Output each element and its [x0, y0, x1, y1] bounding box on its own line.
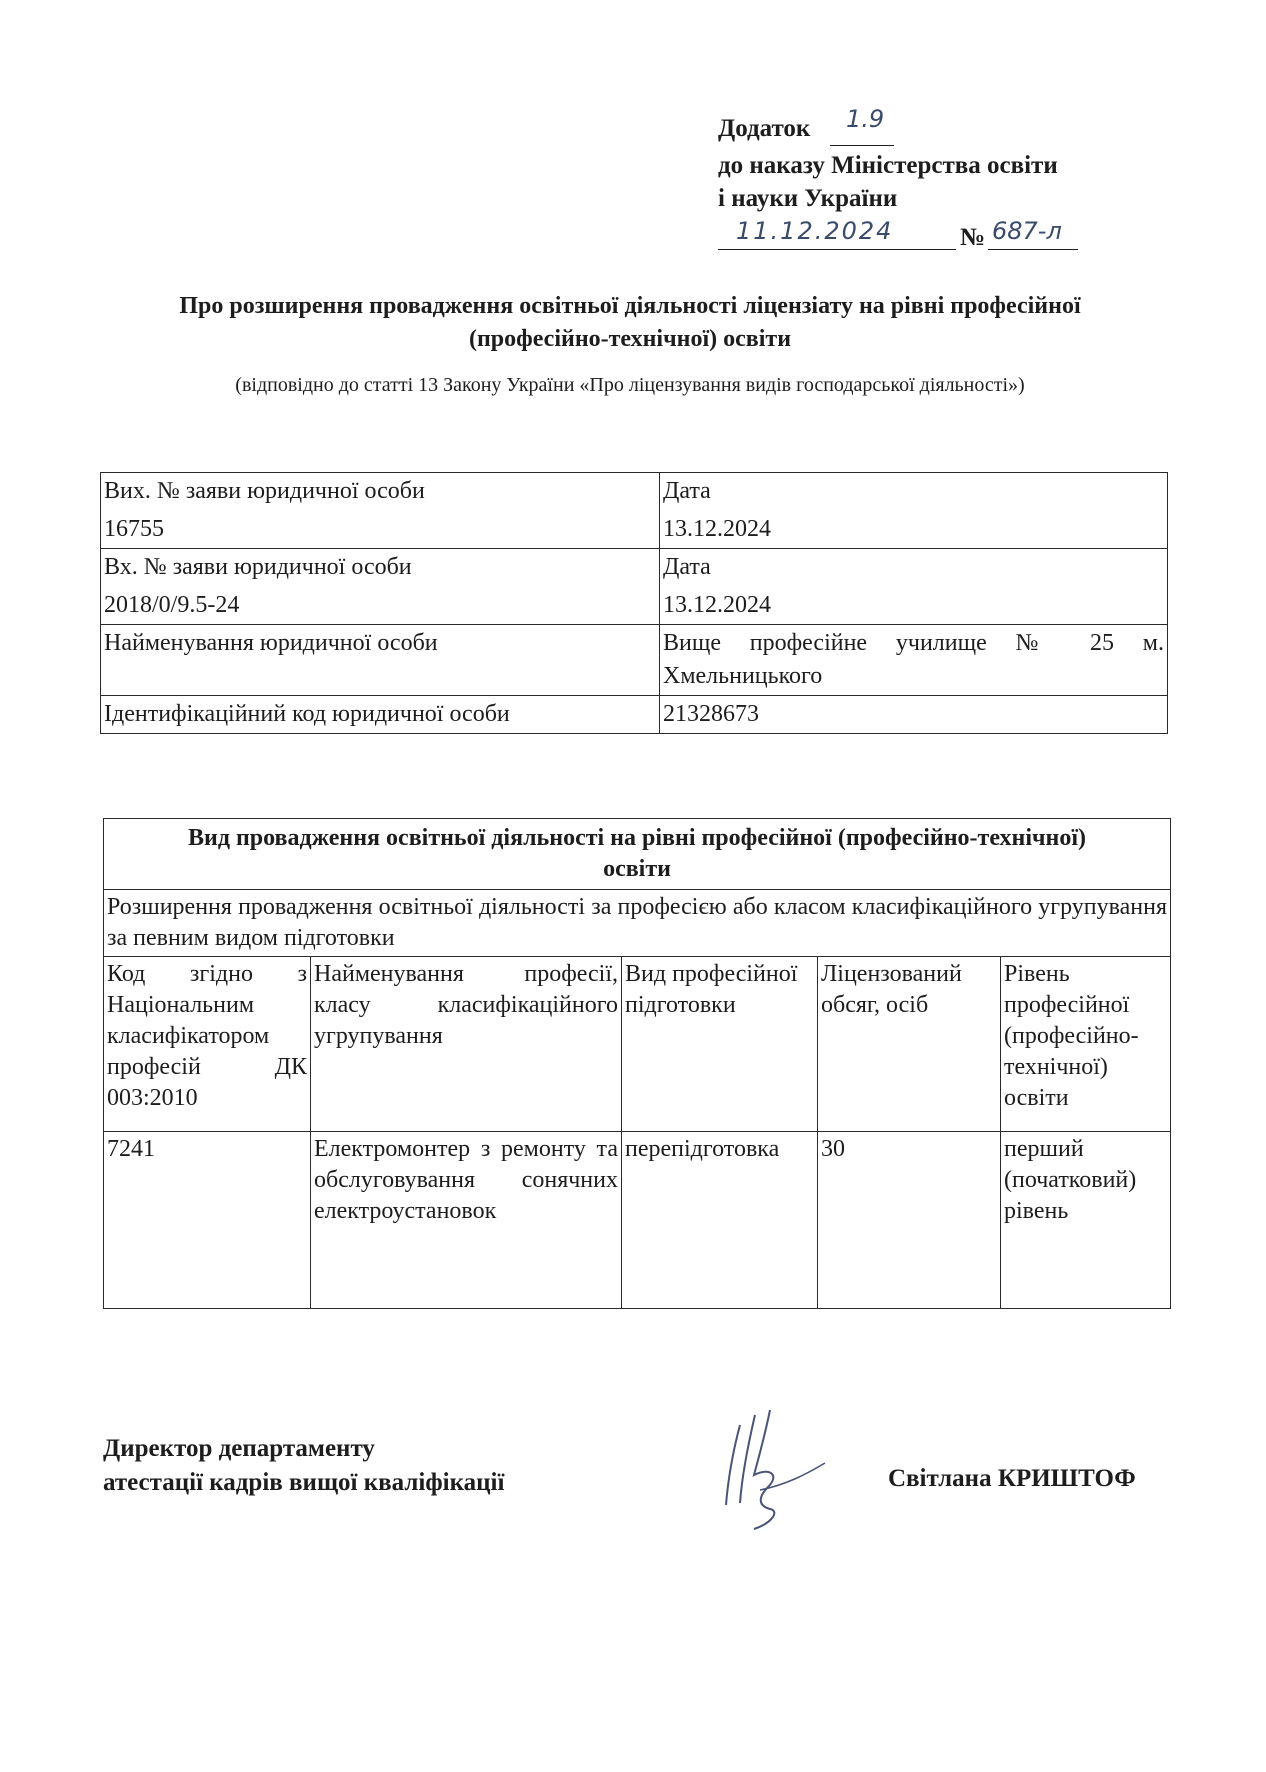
column-header-code: Код згідно з Національним класифікатором професій ДК 003:2010 [104, 957, 311, 1132]
outgoing-date-cell [660, 473, 1168, 549]
activity-heading: Вид провадження освітньої діяльності на рівні професійної (професійно-технічної) освіти [104, 819, 1171, 890]
incoming-date-cell [660, 549, 1168, 625]
order-number-label: № [960, 224, 986, 251]
outgoing-number-value: 16755 [104, 516, 164, 542]
table-row [101, 696, 1168, 734]
entity-code-label: Ідентифікаційний код юридичної особи [101, 696, 660, 734]
signatory-position-line1: Директор департаменту [103, 1435, 375, 1462]
table-header-row [104, 957, 1171, 1132]
incoming-number-label: Вх. № заяви юридичної особи [104, 554, 412, 580]
outgoing-date-label: Дата [663, 478, 711, 504]
column-header-volume: Ліцензований обсяг, осіб [818, 957, 1001, 1132]
licensee-info-table [100, 472, 1168, 734]
handwritten-signature [710, 1405, 830, 1535]
cell-profession: Електромонтер з ремонту та обслуговування сонячних електроустановок [311, 1132, 622, 1309]
cell-code: 7241 [104, 1132, 311, 1309]
incoming-date-value: 13.12.2024 [663, 592, 771, 618]
activity-table [103, 818, 1171, 1309]
order-number: 687-л [992, 217, 1062, 245]
table-row [104, 819, 1171, 890]
table-row [101, 549, 1168, 625]
outgoing-number-cell [101, 473, 660, 549]
cell-level: перший (початковий) рівень [1001, 1132, 1171, 1309]
cell-training-type: перепідготовка [622, 1132, 818, 1309]
document-title: Про розширення провадження освітньої діяльності ліцензіату на рівні професійної (професійно-технічної) освіти [179, 293, 1081, 352]
column-header-level: Рівень професійної (професійно-технічної) освіти [1001, 957, 1171, 1132]
appendix-label: Додаток [718, 115, 811, 142]
outgoing-date-value: 13.12.2024 [663, 516, 771, 542]
table-row [101, 625, 1168, 696]
entity-name-label: Найменування юридичної особи [101, 625, 660, 696]
incoming-number-value: 2018/0/9.5-24 [104, 592, 240, 618]
order-date: 11.12.2024 [736, 217, 894, 245]
cell-volume: 30 [818, 1132, 1001, 1309]
signatory-name: Світлана КРИШТОФ [888, 1465, 1136, 1492]
table-row [101, 473, 1168, 549]
entity-code-value: 21328673 [660, 696, 1168, 734]
incoming-number-cell [101, 549, 660, 625]
entity-name-value: Вище професійне училище № 25 м. Хмельницького [660, 625, 1168, 696]
appendix-number: 1.9 [846, 105, 885, 133]
signatory-position-line2: атестації кадрів вищої кваліфікації [103, 1469, 505, 1496]
outgoing-number-label: Вих. № заяви юридичної особи [104, 478, 425, 504]
column-header-profession: Найменування професії, класу класифікаційного угрупування [311, 957, 622, 1132]
appendix-line2: до наказу Міністерства освіти [718, 152, 1058, 179]
document-subtitle: (відповідно до статті 13 Закону України «Про ліцензування видів господарської діяльності») [235, 374, 1025, 396]
appendix-block [718, 105, 1138, 255]
table-row [104, 890, 1171, 957]
table-row [104, 1132, 1171, 1309]
column-header-training-type: Вид професійної підготовки [622, 957, 818, 1132]
activity-subheading: Розширення провадження освітньої діяльності за професією або класом класифікаційного угрупування за певним видом підготовки [104, 890, 1171, 957]
incoming-date-label: Дата [663, 554, 711, 580]
signatory-position [103, 1432, 504, 1500]
appendix-line3: і науки України [718, 185, 898, 212]
